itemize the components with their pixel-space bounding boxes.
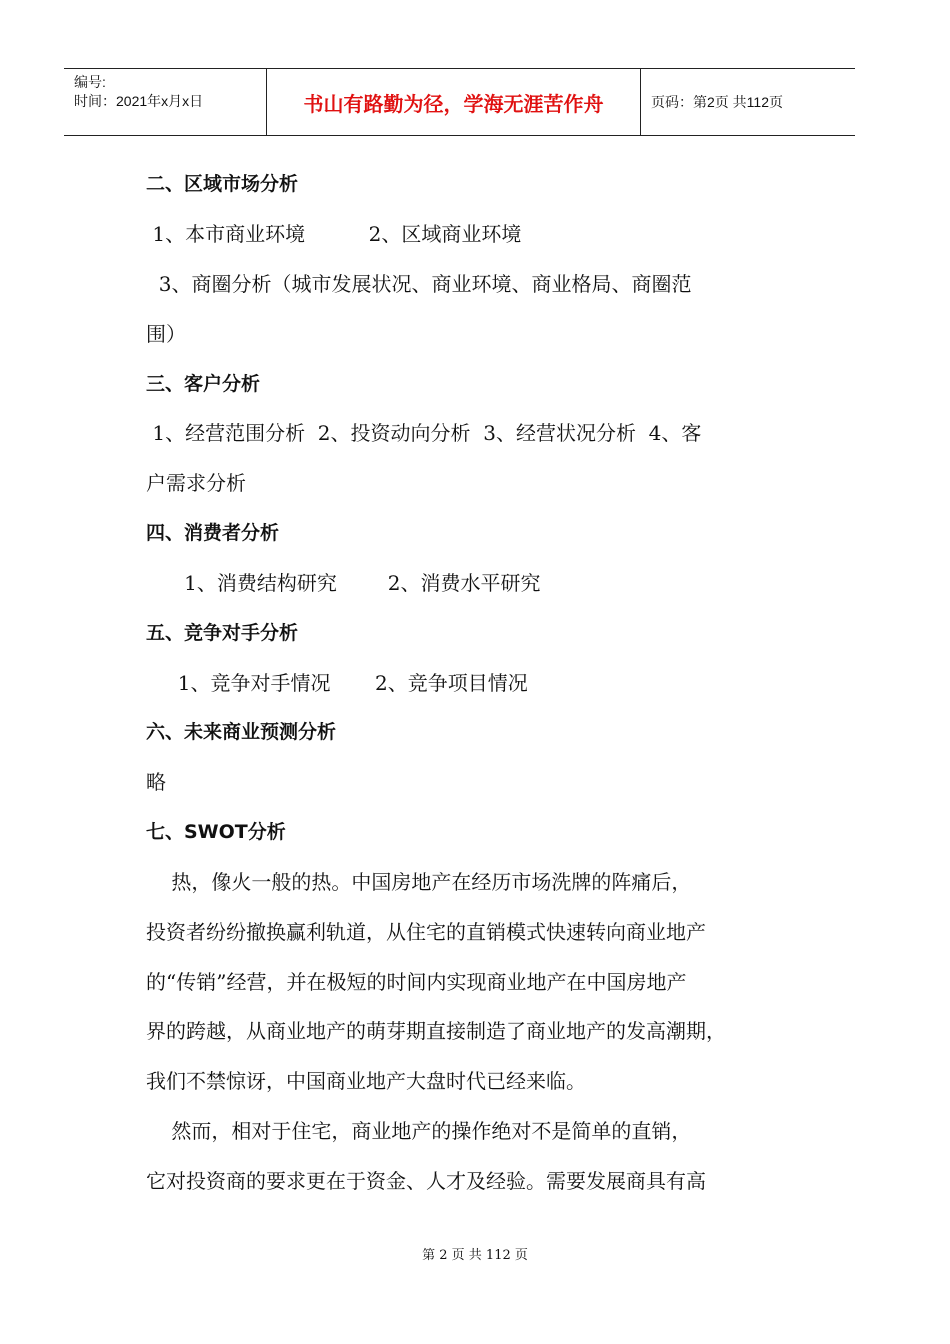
- section-heading: 五、竞争对手分析: [146, 622, 299, 644]
- section-heading: 二、区域市场分析: [146, 173, 299, 195]
- paragraph-line: 它对投资商的要求更在于资金、人才及经验。需要发展商具有高: [146, 1169, 706, 1193]
- header-motto: 书山有路勤为径，学海无涯苦作舟: [266, 69, 641, 135]
- page-footer: 第 2 页 共 112 页: [422, 1248, 528, 1263]
- section-heading: 六、未来商业预测分析: [146, 721, 337, 743]
- paragraph-line: 投资者纷纷撤换赢利轨道，从住宅的直销模式快速转向商业地产: [146, 920, 706, 944]
- section-heading: 七、SWOT分析: [146, 821, 286, 843]
- section-heading: 四、消费者分析: [146, 522, 280, 544]
- paragraph-line: 然而，相对于住宅，商业地产的操作绝对不是简单的直销，: [146, 1119, 692, 1143]
- page-header: [64, 68, 855, 136]
- body-line: 1、竞争对手情况 2、竞争项目情况: [146, 671, 528, 695]
- section-heading: 三、客户分析: [146, 373, 261, 395]
- body-line: 户需求分析: [146, 471, 246, 495]
- body-line: 1、消费结构研究 2、消费水平研究: [146, 571, 541, 595]
- document-number-label: 编号:: [74, 74, 106, 90]
- paragraph-line: 的“传销”经营，并在极短的时间内实现商业地产在中国房地产: [146, 970, 687, 994]
- header-page-label: 页码：第2页 共112页: [651, 94, 783, 110]
- body-line: 略: [146, 770, 166, 794]
- header-info: [64, 69, 266, 135]
- body-line: 1、本市商业环境 2、区域商业环境: [146, 222, 522, 246]
- body-line: 围）: [146, 322, 186, 346]
- paragraph-line: 我们不禁惊讶，中国商业地产大盘时代已经来临。: [146, 1069, 586, 1093]
- paragraph-line: 热，像火一般的热。中国房地产在经历市场洗牌的阵痛后，: [146, 870, 692, 894]
- body-line: 1、经营范围分析 2、投资动向分析 3、经营状况分析 4、客: [146, 421, 702, 445]
- body-line: 3、商圈分析（城市发展状况、商业环境、商业格局、商圈范: [146, 272, 692, 296]
- paragraph-line: 界的跨越，从商业地产的萌芽期直接制造了商业地产的发高潮期，: [146, 1019, 726, 1043]
- document-time-label: 时间：2021年x月x日: [74, 93, 204, 109]
